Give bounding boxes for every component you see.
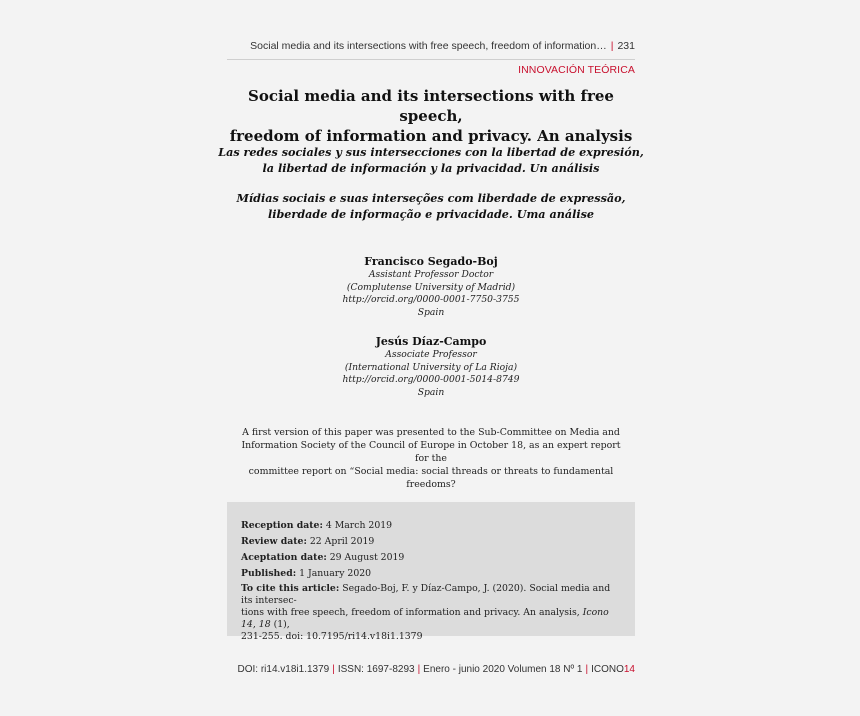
paper-title [217, 86, 645, 146]
author-name: Jesús Díaz-Campo [375, 335, 487, 348]
author-position: Assistant Professor Doctor [368, 269, 494, 280]
published-date [241, 566, 619, 582]
subtitle-portuguese-line: liberdade de informação e privacidade. Uma análise [267, 206, 594, 221]
version-note-line: A first version of this paper was presented to the Sub-Committee on Media and [242, 427, 620, 438]
footer-brand-number: 14 [623, 664, 635, 675]
page-footer [227, 663, 635, 677]
page-number: 231 [617, 40, 635, 52]
version-note [241, 426, 621, 491]
author-block [227, 255, 635, 319]
subtitle-portuguese-line: Mídias sociais e suas interseções com liberdade de expressão, [236, 191, 626, 205]
subtitle-spanish-line: Las redes sociales y sus intersecciones con la libertad de expresión, [218, 145, 644, 159]
citation-journal: Icono 14 [241, 607, 609, 630]
citation-doi[interactable]: 231-255. doi: 10.7195/ri14.v18i1.1379 [241, 631, 423, 642]
paper-title-line: Social media and its intersections with free speech, [248, 87, 614, 125]
author-affiliation: (International University of La Rioja) [344, 361, 518, 373]
reception-date-value: 4 March 2019 [325, 520, 393, 531]
citation-comma: , [252, 619, 256, 630]
footer-issue: Enero - junio 2020 Volumen 18 Nº 1 [423, 664, 583, 675]
citation-issue: (1), [273, 619, 290, 630]
author-name: Francisco Segado-Boj [364, 255, 498, 268]
author-affiliation: (Complutense University of Madrid) [346, 281, 516, 293]
subtitle-spanish-line: la libertad de información y la privacidad. Un análisis [262, 160, 600, 175]
subtitle-portuguese [217, 191, 645, 222]
journal-page [218, 0, 644, 716]
paper-title-line: freedom of information and privacy. An analysis [229, 127, 633, 145]
author-position: Associate Professor [385, 349, 477, 360]
author-orcid-link[interactable]: http://orcid.org/0000-0001-7750-3755 [342, 294, 520, 305]
author-block [227, 335, 635, 399]
review-date-value: 22 April 2019 [309, 536, 375, 547]
running-head-title: Social media and its intersections with free speech, freedom of information… [250, 40, 607, 52]
published-date-label: Published: [241, 568, 297, 579]
version-note-line: Information Society of the Council of Europe in October 18, as an expert report for the [241, 440, 621, 464]
article-info-box [227, 502, 635, 642]
section-label: INNOVACIÓN TEÓRICA [518, 64, 635, 76]
citation [241, 583, 619, 643]
footer-issn: ISSN: 1697-8293 [337, 664, 415, 675]
published-date-value: 1 January 2020 [299, 568, 372, 579]
footer-separator: | [332, 664, 335, 675]
review-date [241, 534, 619, 550]
running-head-separator: | [610, 40, 614, 52]
footer-separator: | [417, 664, 421, 675]
citation-volume: 18 [258, 619, 271, 630]
acceptation-date [241, 550, 619, 566]
author-country: Spain [417, 386, 445, 398]
citation-text: Segado-Boj, F. y Díaz-Campo, J. (2020). Social media and its intersec- [241, 583, 611, 606]
footer-doi: DOI: ri14.v18i1.1379 [237, 664, 330, 675]
reception-date-label: Reception date: [241, 520, 323, 531]
subtitle-spanish [217, 145, 645, 176]
citation-label: To cite this article: [241, 583, 340, 594]
acceptation-date-value: 29 August 2019 [329, 552, 405, 563]
author-orcid-link[interactable]: http://orcid.org/0000-0001-5014-8749 [342, 374, 520, 385]
footer-separator: | [585, 664, 589, 675]
running-head [227, 39, 635, 60]
reception-date [241, 518, 619, 534]
footer-brand: ICONO [591, 664, 624, 675]
acceptation-date-label: Aceptation date: [241, 552, 327, 563]
version-note-line: committee report on “Social media: social threads or threats to fundamental freedoms? [248, 466, 614, 490]
citation-text: tions with free speech, freedom of information and privacy. An analysis, [241, 607, 580, 618]
author-country: Spain [417, 306, 445, 318]
review-date-label: Review date: [241, 536, 307, 547]
